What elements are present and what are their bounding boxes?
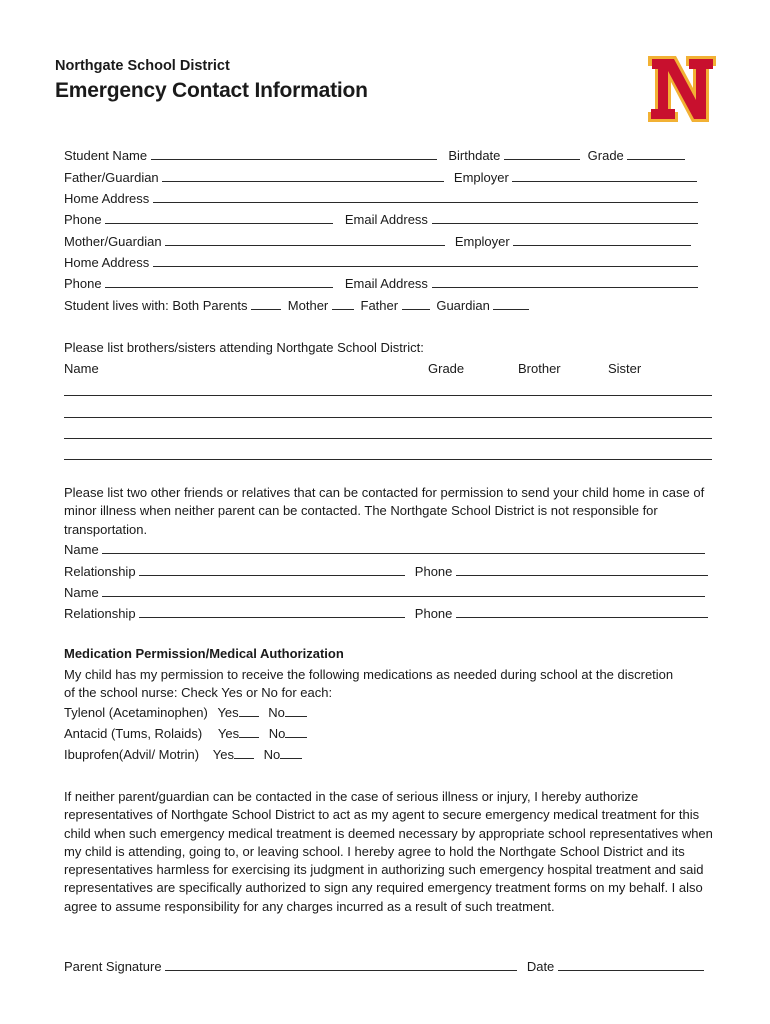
birthdate-label: Birthdate: [448, 148, 501, 163]
medication-item-1: [64, 704, 307, 720]
contact1-phone-field[interactable]: [456, 563, 708, 576]
father-row: [64, 169, 697, 185]
contact2-name-label: Name: [64, 585, 99, 600]
contacts-intro: Please list two other friends or relatives that can be contacted for permission to send your child home in case of minor illness when neither parent can be contacted. The Northgate School District is not responsible for transportation.: [64, 485, 705, 537]
mother-option-field[interactable]: [332, 297, 354, 310]
district-name: Northgate School District: [55, 58, 230, 74]
parent-signature-label: Parent Signature: [64, 959, 162, 974]
father-address-row: [64, 190, 698, 206]
lives-with-row: [64, 297, 529, 313]
medication-no-field-1[interactable]: [285, 704, 307, 717]
mother-employer-label: Employer: [454, 234, 510, 249]
medication-no-label-3: No: [263, 747, 281, 762]
medication-item-3: [64, 746, 302, 762]
father-email-label: Email Address: [344, 212, 428, 227]
mother-phone-field[interactable]: [105, 275, 333, 288]
medication-yes-label-2: Yes: [217, 726, 240, 741]
father-option-field[interactable]: [402, 297, 430, 310]
northgate-logo: [646, 54, 718, 124]
father-phone-field[interactable]: [105, 211, 333, 224]
lives-with-label: Student lives with: Both Parents: [64, 298, 248, 313]
father-email-field[interactable]: [432, 211, 698, 224]
student-name-field[interactable]: [151, 147, 437, 160]
mother-home-address-label: Home Address: [64, 255, 150, 270]
both-parents-field[interactable]: [251, 297, 281, 310]
authorization-text: If neither parent/guardian can be contacted in the case of serious illness or injury, I hereby authorize representatives of Northgate School District to act as my agent to secure emergency medical treatment for this child when such emergency medical treatment is deemed necessary by appropriate school representatives when my child is attending, going to, or leaving school. I hereby agree to hold the Northgate School District and its representatives harmless for exercising its judgment in authorizing such emergency hospital treatment and said representatives are specifically authorized to sign any required emergency treatment forms on my behalf. I also agree to assume responsibility for any charges incurred as a result of such treatment.: [64, 789, 713, 914]
contact1-name-label: Name: [64, 542, 99, 557]
medication-name-2: Antacid (Tums, Rolaids): [64, 726, 203, 741]
mother-phone-label: Phone: [64, 276, 102, 291]
siblings-col-name: Name: [64, 361, 99, 376]
guardian-option-field[interactable]: [493, 297, 529, 310]
contact2-relationship-row: [64, 605, 708, 621]
mother-employer-field[interactable]: [513, 233, 691, 246]
mother-email-label: Email Address: [344, 276, 428, 291]
contact1-name-row: [64, 541, 705, 557]
parent-signature-field[interactable]: [165, 958, 517, 971]
contact2-phone-field[interactable]: [456, 605, 708, 618]
sibling-line-3[interactable]: [64, 438, 712, 439]
father-home-address-field[interactable]: [153, 190, 698, 203]
page-title: Emergency Contact Information: [55, 79, 368, 102]
contact1-relationship-label: Relationship: [64, 564, 136, 579]
medication-name-3: Ibuprofen(Advil/ Motrin): [64, 747, 200, 762]
medication-intro: My child has my permission to receive the following medications as needed during school at the discretion of the school nurse: Check Yes or No for each:: [64, 667, 674, 701]
contact1-relationship-field[interactable]: [139, 563, 405, 576]
father-home-address-label: Home Address: [64, 191, 150, 206]
contact2-relationship-field[interactable]: [139, 605, 405, 618]
medication-yes-field-3[interactable]: [234, 746, 254, 759]
father-phone-label: Phone: [64, 212, 102, 227]
student-name-row: [64, 147, 685, 163]
sibling-line-4[interactable]: [64, 459, 712, 460]
siblings-col-grade: Grade: [428, 361, 465, 376]
mother-phone-row: [64, 275, 698, 291]
contact1-name-field[interactable]: [102, 541, 705, 554]
date-field[interactable]: [558, 958, 704, 971]
medication-yes-field-1[interactable]: [239, 704, 259, 717]
mother-guardian-field[interactable]: [165, 233, 445, 246]
medication-no-label-2: No: [268, 726, 286, 741]
contact2-relationship-label: Relationship: [64, 606, 136, 621]
father-guardian-label: Father/Guardian: [64, 170, 159, 185]
medication-no-field-2[interactable]: [285, 725, 307, 738]
mother-email-field[interactable]: [432, 275, 698, 288]
date-label: Date: [526, 959, 555, 974]
siblings-col-sister: Sister: [608, 361, 642, 376]
sibling-line-2[interactable]: [64, 417, 712, 418]
medication-yes-field-2[interactable]: [239, 725, 259, 738]
student-name-label: Student Name: [64, 148, 148, 163]
medication-yes-label-1: Yes: [217, 705, 239, 720]
mother-row: [64, 233, 691, 249]
mother-address-row: [64, 254, 698, 270]
sibling-line-1[interactable]: [64, 395, 712, 396]
siblings-intro: Please list brothers/sisters attending Northgate School District:: [64, 340, 424, 355]
mother-home-address-field[interactable]: [153, 254, 698, 267]
signature-row: [64, 958, 704, 974]
contact2-name-field[interactable]: [102, 584, 705, 597]
contact1-relationship-row: [64, 563, 708, 579]
mother-option-label: Mother: [287, 298, 329, 313]
father-employer-label: Employer: [453, 170, 509, 185]
father-option-label: Father: [360, 298, 399, 313]
medication-yes-label-3: Yes: [212, 747, 234, 762]
medication-name-1: Tylenol (Acetaminophen): [64, 705, 208, 720]
contact2-name-row: [64, 584, 705, 600]
medication-heading: Medication Permission/Medical Authorization: [64, 646, 344, 661]
guardian-option-label: Guardian: [436, 298, 490, 313]
grade-field[interactable]: [627, 147, 685, 160]
father-guardian-field[interactable]: [162, 169, 444, 182]
medication-no-field-3[interactable]: [280, 746, 302, 759]
medication-no-label-1: No: [268, 705, 285, 720]
medication-item-2: [64, 725, 307, 741]
mother-guardian-label: Mother/Guardian: [64, 234, 162, 249]
birthdate-field[interactable]: [504, 147, 580, 160]
grade-label: Grade: [587, 148, 624, 163]
father-phone-row: [64, 211, 698, 227]
contact1-phone-label: Phone: [414, 564, 453, 579]
father-employer-field[interactable]: [512, 169, 697, 182]
siblings-col-brother: Brother: [518, 361, 561, 376]
contact2-phone-label: Phone: [414, 606, 453, 621]
